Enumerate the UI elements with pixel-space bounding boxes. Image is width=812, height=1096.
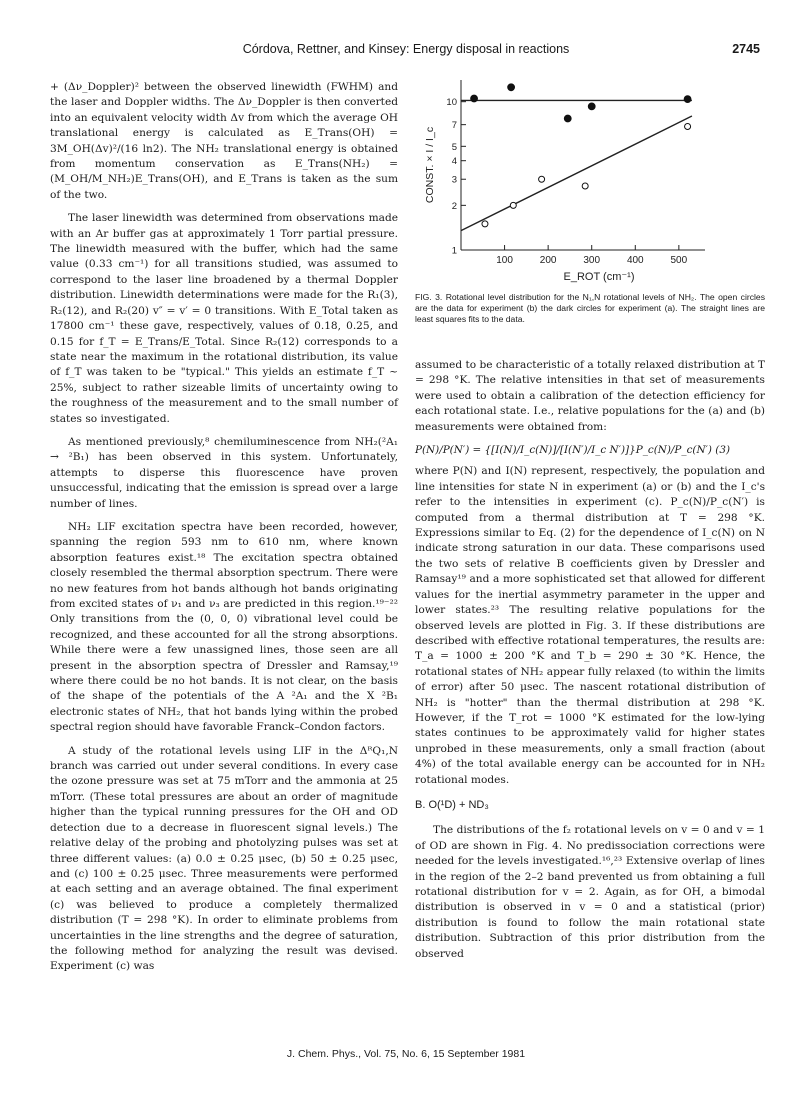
page-header — [0, 42, 812, 62]
x-tick-label: 500 — [670, 255, 688, 266]
paragraph: where P(N) and I(N) represent, respectively, the population and line intensities for state N in experiment (a) or (b) and the I_c's refer to the intensities in experiment (c). P_c(N)/P_c(N′) is computed from a thermal distribution at T = 298 °K. Expressions similar to Eq. (2) for the dependence of I_c(N) on N indicate strong saturation in our data. These comparisons used the two sets of relative B coefficients given by Dressler and Ramsay¹⁹ and a more sophisticated set that allowed for different values for the inertial asymmetry parameter in the upper and lower states.²³ The resulting relative populations for the observed levels are plotted in Fig. 3. If these distributions are described with effective rotational temperatures, the results are: T_a = 1000 ± 200 °K and T_b = 290 ± 30 °K. Hence, the rotational states of NH₂ appear fully relaxed (to within the limits of error) after 50 μsec. The nascent rotational distribution of NH₂ is "hotter" than the thermal distribution at 298 °K. However, if the T_rot = 1000 °K estimated for the low-lying states continues to be approximately valid for higher states unprobed in these measurements, only a small fraction (about 4%) of the total available energy can be accounted for in NH₂ rotational modes. — [415, 465, 765, 786]
paragraph: NH₂ LIF excitation spectra have been recorded, however, spanning the region 593 nm to 610 nm, where known absorption features exist.¹⁸ The excitation spectra obtained closely resembled the thermal absorption spectrum. There were no new features from hot bands although hot bands originating from excited states of ν₁ and ν₃ are predicted in this region.¹⁹⁻²² Only transitions from the (0, 0, 0) vibrational level could be recognized, and these accounted for all the strong absorptions. While there were a few unassigned lines, those seen are all present in the absorption spectra of Dressler and Ramsay,¹⁹ where there could be no hot bands. It is not clear, on the basis of the shape of the potentials of the A ²A₁ and the X ²B₁ electronic states of NH₂, that hot bands lying within the probed spectral region should have favorable Franck–Condon factors. — [50, 520, 398, 734]
equation-3: P(N)/P(N′) = {[I(N)/I_c(N)]/[I(N′)/I_c N′)]}P_c(N)/P_c(N′) (3) — [415, 444, 730, 457]
page-footer: J. Chem. Phys., Vol. 75, No. 6, 15 September 1981 — [286, 1048, 526, 1060]
x-tick-label: 400 — [626, 255, 644, 266]
right-column — [415, 358, 765, 970]
data-point-filled — [508, 84, 515, 91]
running-title: Córdova, Rettner, and Kinsey: Energy disposal in reactions — [242, 42, 570, 56]
data-point-open — [685, 124, 691, 130]
x-tick-label: 200 — [539, 255, 557, 266]
data-point-filled — [564, 115, 571, 122]
section-heading: B. O(¹D) + ND₃ — [415, 798, 489, 811]
paragraph: The laser linewidth was determined from observations made with an Ar buffer gas at approximately 1 Torr partial pressure. The linewidth measured with the buffer, which had the same value (0.33 cm⁻¹) for all transitions studied, was assumed to correspond to the laser line broadened by a thermal Doppler distribution. Linewidth determinations were made for the R₁(3), R₂(12), and R₂(20) v″ = v′ = 0 transitions. With E_Total taken as 17800 cm⁻¹ these gave, respectively, values of 0.18, 0.25, and 0.15 for f_T = E_Trans/E_Total. Since R₂(12) corresponds to a state near the maximum in the rotational distribution, its value of f_T was taken to be "typical." This yields an estimate f_T ~ 25%, subject to rather sizeable limits of uncertainty owing to the roughness of the measurement and to the small number of states so investigated. — [50, 212, 398, 425]
y-tick-label: 1 — [451, 245, 457, 257]
data-point-filled — [471, 95, 478, 102]
data-point-open — [510, 202, 516, 208]
y-tick-label: 3 — [451, 174, 457, 186]
y-tick-label: 5 — [451, 141, 457, 153]
x-tick-label: 100 — [496, 255, 513, 266]
x-tick-label: 300 — [583, 255, 601, 266]
left-column — [50, 80, 398, 983]
paragraph: A study of the rotational levels using LIF in the ΔᴿQ₁,N branch was carried out under several conditions. In every case the ozone pressure was set at 75 mTorr and the ammonia at 25 mTorr. (These total pressures are about an order of magnitude higher than the typical running pressures for the OH and OD detection due to a decrease in fluorescent signal levels.) The relative delay of the probing and photolyzing pulses was set at three different values: (a) 0.0 ± 0.25 μsec, (b) 50 ± 0.25 μsec, and (c) 100 ± 0.25 μsec. Three measurements were performed at each setting and an average obtained. The final experiment (c) was believed to produce a completely thermalized distribution (T = 298 °K). In order to eliminate problems from uncertainties in the line strengths and the degree of saturation, the following method for analyzing the result was devised. Experiment (c) was — [50, 744, 398, 973]
x-axis-label: E_ROT (cm⁻¹) — [563, 271, 635, 283]
y-tick-label: 4 — [451, 156, 457, 168]
y-tick-label: 10 — [446, 97, 457, 109]
data-point-open — [482, 221, 488, 227]
figure-3 — [415, 74, 715, 286]
data-point-open — [582, 183, 588, 189]
data-point-filled — [588, 103, 595, 110]
y-tick-label: 7 — [451, 120, 457, 132]
y-axis-label: CONST. × I / I_c — [424, 126, 436, 204]
rotational-distribution-chart — [415, 74, 715, 286]
page-number: 2745 — [732, 42, 760, 56]
paragraph: + (Δν_Doppler)² between the observed linewidth (FWHM) and the laser and Doppler widths. The Δν_Doppler is then converted into an equivalent velocity width Δv from which the average OH translational energy is calculated as E_Trans(OH) = 3M_OH(Δv)²/(16 ln2). The NH₂ translational energy is obtained from momentum conservation as E_Trans(NH₂) = (M_OH/M_NH₂)E_Trans(OH), and E_Trans is taken as the sum of the two. — [50, 81, 398, 201]
chart-marks — [461, 84, 692, 231]
data-point-filled — [684, 96, 691, 103]
y-tick-label: 2 — [451, 200, 457, 212]
figure-caption: FIG. 3. Rotational level distribution for the N₁,N rotational levels of NH₂. The open circles are the data for experiment (b) the dark circles for experiment (a). The straight lines are least squares fits to the data. — [415, 292, 765, 325]
paragraph: As mentioned previously,⁸ chemiluminescence from NH₂(²A₁ → ²B₁) has been observed in this system. Unfortunately, attempts to disperse this fluorescence have proven unsuccessful, indicating that the emission is spread over a large number of lines. — [50, 435, 398, 510]
data-point-open — [539, 176, 545, 182]
paragraph: The distributions of the f₂ rotational levels on v = 0 and v = 1 of OD are shown in Fig. 4. No predissociation corrections were needed for the levels investigated.¹⁶,²³ Extensive overlap of lines in the region of the 2–2 band prevented us from obtaining a full rotational distribution for v = 2. Again, as for OH, a bimodal distribution is observed in v = 0 and a statistical (prior) distribution is found to follow the main rotational state distribution. Subtraction of this prior distribution from the observed — [415, 824, 765, 960]
paragraph: assumed to be characteristic of a totally relaxed distribution at T = 298 °K. The relative intensities in that set of measurements were used to obtain a calibration of the detection efficiency for each rotational state. I.e., relative populations for the (a) and (b) measurements were obtained from: — [415, 359, 765, 433]
chart-axes — [424, 80, 705, 283]
fit-line — [461, 116, 692, 231]
